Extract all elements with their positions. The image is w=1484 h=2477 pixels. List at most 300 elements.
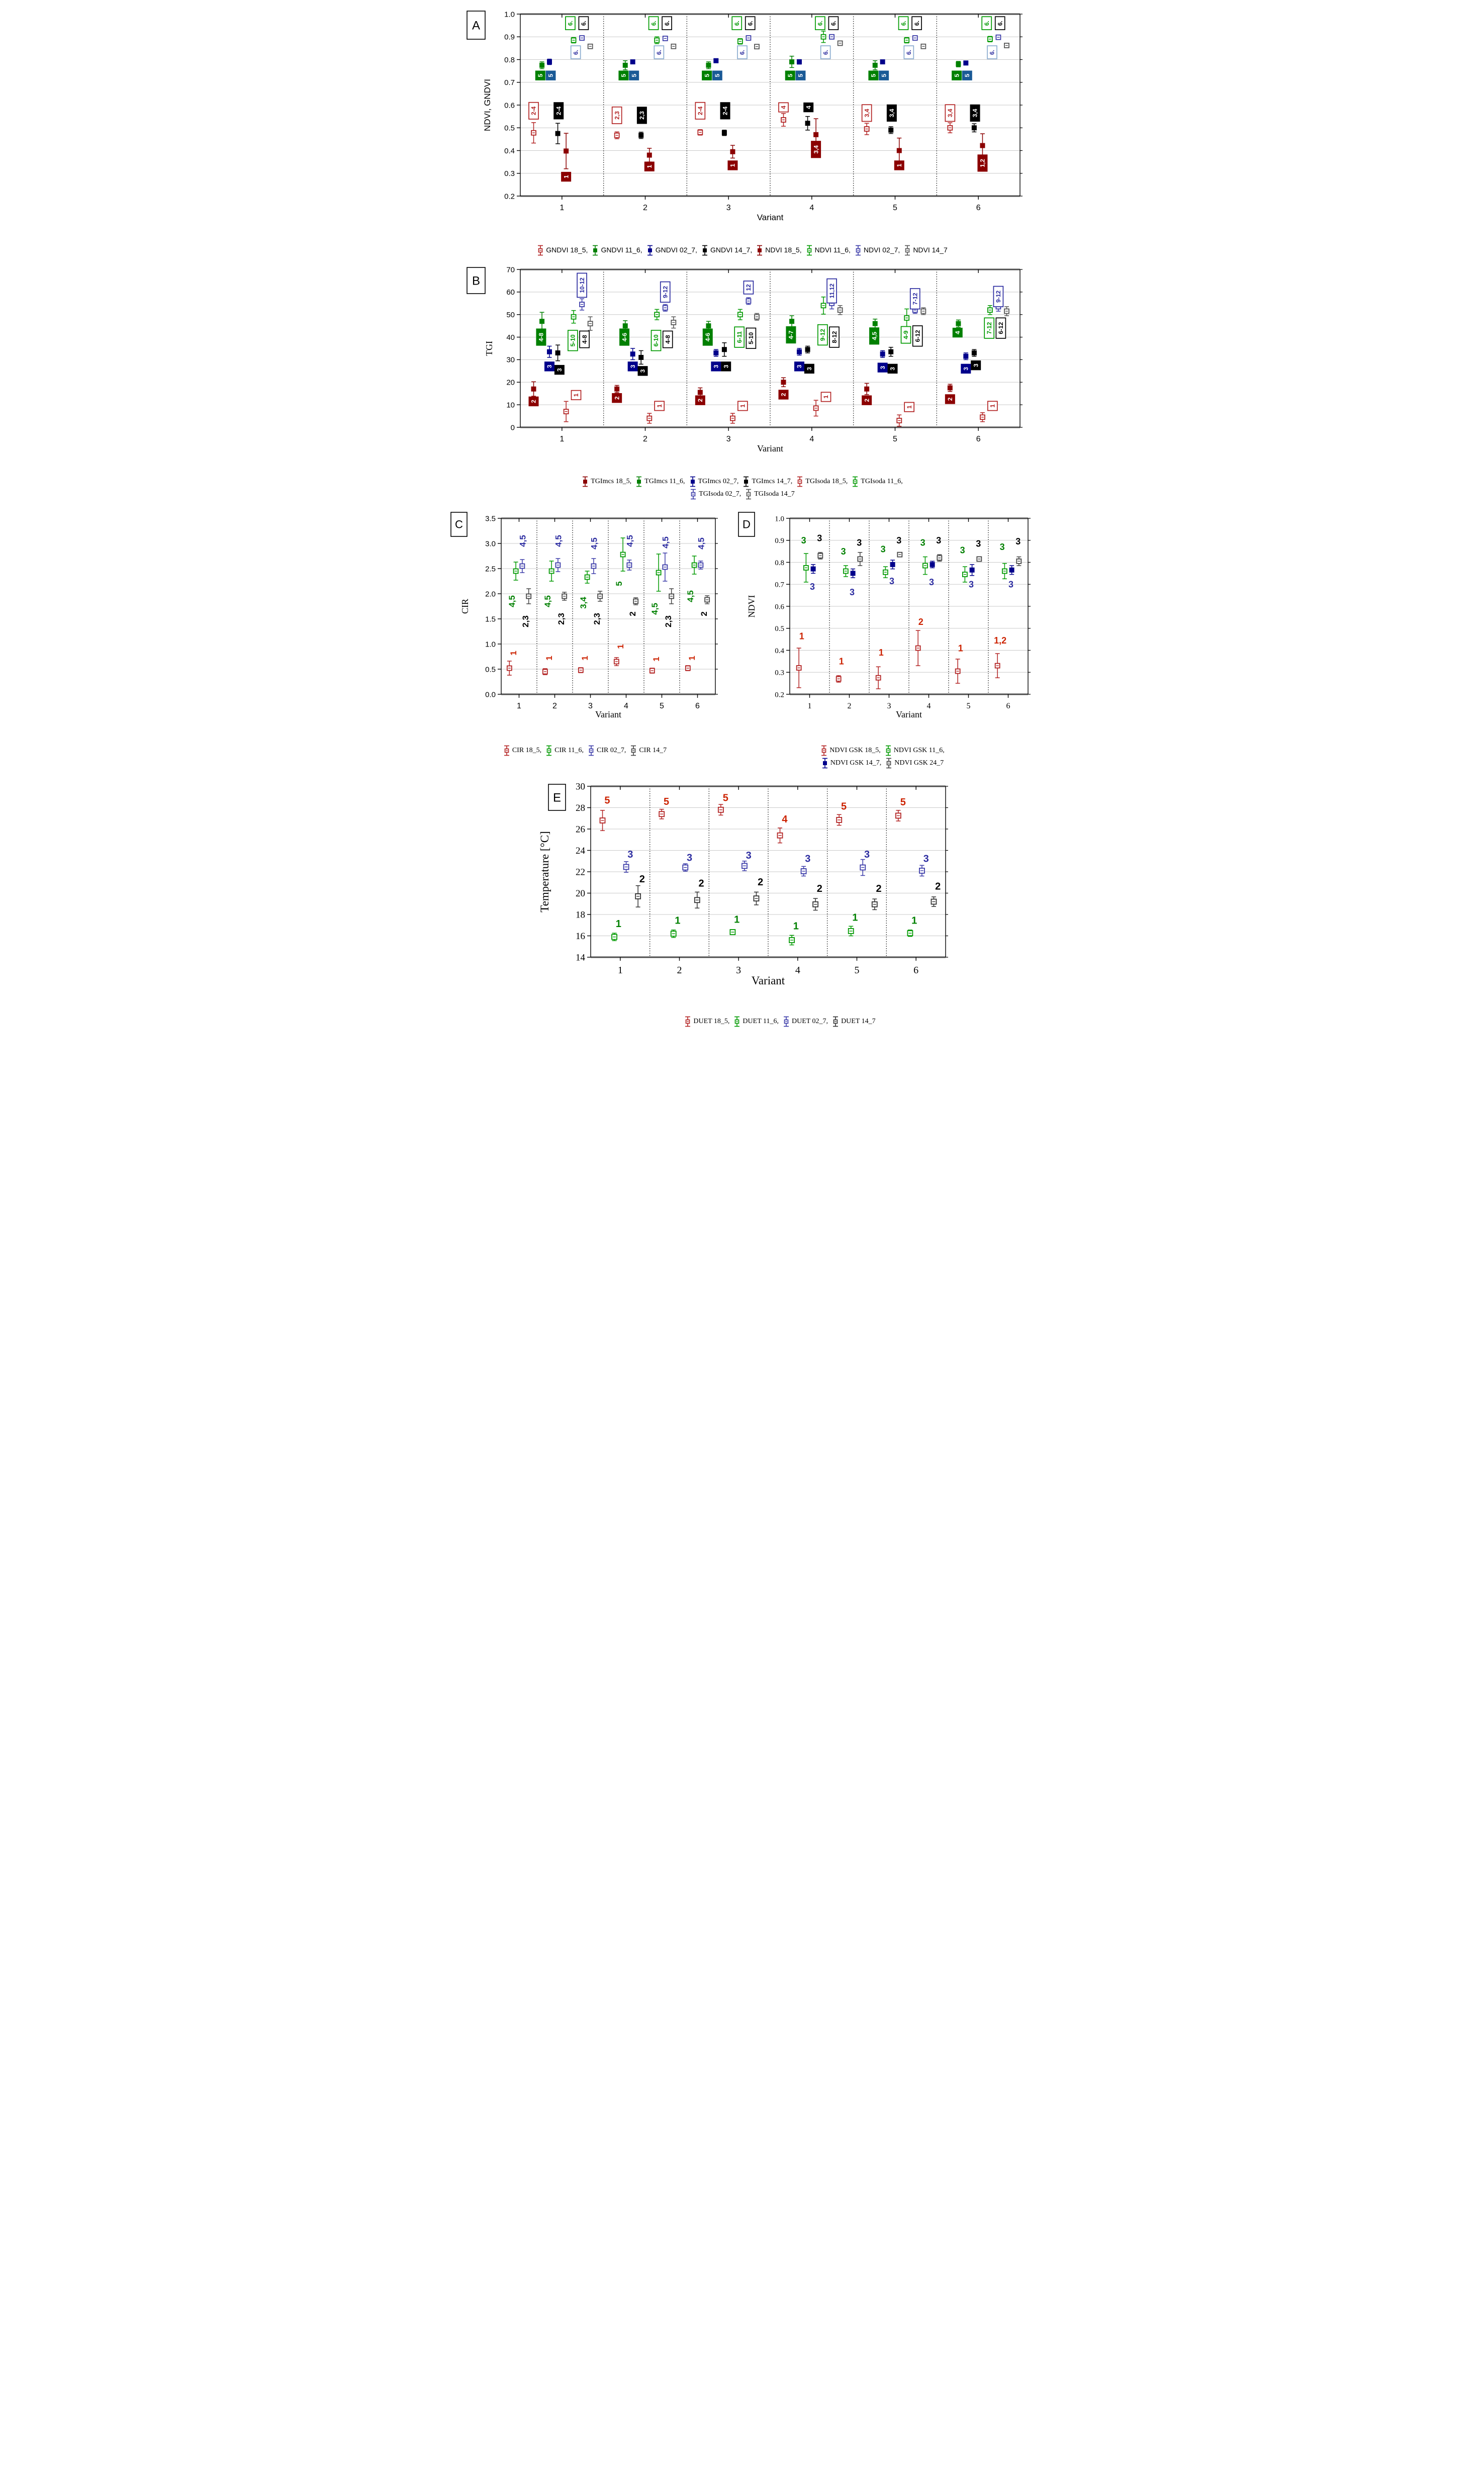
x-tick-label: 6 <box>695 702 700 710</box>
group-label: 2 <box>935 881 941 892</box>
y-tick-label: 0.0 <box>485 690 496 699</box>
data-point <box>781 380 786 385</box>
group-label: 2,3 <box>613 111 621 120</box>
group-label: 4 <box>780 106 787 109</box>
labels-ndvi-11-6 <box>566 17 991 30</box>
legend-marker-icon <box>854 244 862 256</box>
x-tick-label: 1 <box>560 204 565 212</box>
group-label: 2 <box>698 878 704 889</box>
legend-marker-icon <box>646 244 654 256</box>
legend-label: GNDVI 11_6, <box>601 246 642 254</box>
group-label: 2,3 <box>592 613 602 625</box>
legend-label: TGIsoda 02_7, <box>699 490 741 498</box>
y-tick-label: 0.7 <box>775 581 784 589</box>
group-label: 3 <box>972 363 980 367</box>
group-label: 5 <box>722 792 728 804</box>
labels-tgisoda-02-7 <box>577 273 1003 309</box>
group-label: 3 <box>960 545 965 556</box>
legend-label: NDVI 11_6, <box>814 246 851 254</box>
series-gndvi-11-6 <box>540 56 961 70</box>
group-label: 3,4 <box>888 109 896 118</box>
legend-label: GNDVI 02_7, <box>655 246 697 254</box>
legend-label: CIR 14_7 <box>639 747 667 755</box>
x-axis-label: Variant <box>751 974 785 987</box>
group-label: 3 <box>686 852 693 864</box>
legend-marker-icon <box>831 1016 840 1028</box>
group-label: 9-12 <box>995 290 1002 303</box>
legend-item <box>689 476 739 488</box>
group-label: 1 <box>799 631 804 641</box>
group-label: 2 <box>947 397 954 401</box>
group-label: 2,3 <box>556 613 567 625</box>
labels-ndvi-gsk-24-7 <box>817 533 1021 549</box>
data-point <box>698 390 702 395</box>
series-ndvi-gsk-18-5 <box>797 630 1000 689</box>
chart-svg-C <box>444 505 725 744</box>
data-point <box>564 149 569 153</box>
series-cir-14-7 <box>526 589 709 605</box>
legend-label: DUET 11_6, <box>743 1018 779 1026</box>
data-point <box>639 355 643 359</box>
legend-label: TGImcs 11_6, <box>644 478 685 486</box>
x-tick-label: 5 <box>854 965 860 976</box>
y-tick-label: 2.5 <box>485 565 496 574</box>
y-tick-label: 0.5 <box>504 124 515 133</box>
y-tick-label: 70 <box>506 265 515 274</box>
labels-duet-11-6 <box>616 912 917 932</box>
series-tgisoda-11-6 <box>572 297 992 327</box>
group-label: 1 <box>852 912 858 924</box>
data-point <box>890 562 895 567</box>
group-label: 2 <box>863 398 871 402</box>
x-tick-label: 6 <box>976 204 981 212</box>
chart-svg-D <box>725 505 1039 744</box>
group-label: 1 <box>563 175 570 178</box>
legend-item <box>635 476 685 488</box>
group-label: 4,5 <box>507 595 517 607</box>
data-point <box>956 62 961 66</box>
data-point <box>873 321 877 326</box>
y-tick-label: 0.7 <box>504 78 515 87</box>
group-label: 6-12 <box>997 322 1005 334</box>
data-point <box>623 324 627 328</box>
legend-item <box>646 244 697 256</box>
legend-item <box>536 244 588 256</box>
series-ndvi-02-7 <box>580 35 1000 41</box>
group-label: 1 <box>839 656 844 667</box>
group-label: 10-12 <box>578 278 586 293</box>
x-tick-label: 1 <box>517 702 521 710</box>
group-label: 5 <box>841 801 847 812</box>
legend-label: NDVI 02_7, <box>863 246 900 254</box>
panel-E <box>519 778 1040 1028</box>
legend-marker-icon <box>884 745 892 757</box>
legend-marker-icon <box>885 757 893 769</box>
legend-label: DUET 14_7 <box>841 1018 876 1026</box>
group-label: 3,4 <box>579 597 589 609</box>
legend-C <box>444 745 725 757</box>
group-label: 2 <box>628 611 638 616</box>
y-tick-label: 0.4 <box>775 647 784 655</box>
legend-marker-icon <box>536 244 544 256</box>
legend-label: GNDVI 18_5, <box>546 246 588 254</box>
group-label: 5 <box>604 795 610 806</box>
panel-B <box>444 261 1040 500</box>
legend-label: NDVI GSK 14_7, <box>830 759 882 767</box>
data-point <box>706 324 711 328</box>
legend-E <box>519 1016 1040 1028</box>
legend-item <box>742 476 792 488</box>
data-point <box>790 60 794 64</box>
y-tick-label: 10 <box>506 401 515 410</box>
group-label: 1 <box>822 395 830 399</box>
legend-A <box>528 244 956 256</box>
x-tick-label: 6 <box>913 965 919 976</box>
y-tick-label: 1.0 <box>485 640 496 649</box>
series-duet-18-5 <box>600 804 901 843</box>
data-point <box>540 63 544 67</box>
group-label: 3 <box>879 365 886 370</box>
group-label: 5 <box>797 73 804 77</box>
group-label: 1 <box>645 164 653 168</box>
group-label: 6. <box>822 50 829 55</box>
group-label: 2 <box>697 398 704 402</box>
group-label: 3 <box>629 364 636 369</box>
group-label: 1 <box>616 644 626 649</box>
group-label: 4,5 <box>696 537 706 549</box>
data-point <box>889 128 893 132</box>
group-label: 6. <box>580 21 588 26</box>
data-point <box>790 319 794 324</box>
group-label: 4,5 <box>518 535 528 547</box>
group-label: 4,5 <box>650 603 660 615</box>
data-point <box>555 350 560 355</box>
legend-label: TGIsoda 11_6, <box>861 478 903 486</box>
x-tick-label: 6 <box>1006 702 1010 710</box>
legend-item <box>684 1016 729 1028</box>
y-tick-label: 0.5 <box>485 665 496 674</box>
group-label: 4,5 <box>625 535 635 547</box>
data-point <box>980 143 985 148</box>
data-point <box>972 126 976 130</box>
group-label: 1 <box>739 404 747 408</box>
group-label: 6. <box>996 21 1004 26</box>
y-tick-label: 3.0 <box>485 539 496 548</box>
x-tick-label: 3 <box>726 204 731 212</box>
data-point <box>547 349 551 354</box>
group-label: 1 <box>734 914 740 926</box>
legend-marker-icon <box>591 244 599 256</box>
group-label: 1 <box>615 919 621 930</box>
x-tick-label: 5 <box>660 702 664 710</box>
legend-item <box>745 488 795 500</box>
y-tick-label: 0.3 <box>775 669 784 677</box>
y-axis-label: TGI <box>484 341 494 356</box>
y-tick-label: 2.0 <box>485 590 496 599</box>
y-tick-label: 1.0 <box>504 10 515 19</box>
data-point <box>623 63 627 67</box>
group-label: 3 <box>929 577 935 588</box>
y-tick-label: 0.8 <box>504 55 515 64</box>
group-label: 4 <box>782 813 788 825</box>
group-label: 2 <box>699 611 709 616</box>
legend-item <box>854 244 900 256</box>
legend-marker-icon <box>635 476 643 488</box>
series-ndvi-18-5 <box>564 119 985 169</box>
group-label: 4-8 <box>581 335 588 344</box>
legend-marker-icon <box>733 1016 741 1028</box>
y-tick-label: 1.0 <box>775 515 784 523</box>
group-label: 3 <box>841 546 846 557</box>
legend-marker-icon <box>503 745 511 757</box>
y-tick-label: 0.6 <box>775 603 784 611</box>
legend-label: NDVI GSK 11_6, <box>893 747 945 755</box>
group-label: 2 <box>816 883 822 894</box>
group-label: 2 <box>918 616 923 627</box>
legend-marker-icon <box>684 1016 692 1028</box>
labels-ndvi-02-7 <box>571 46 997 59</box>
legend-item <box>796 476 848 488</box>
legend-marker-icon <box>745 488 753 500</box>
group-label: 1 <box>687 656 697 661</box>
legend-marker-icon <box>903 244 911 256</box>
group-label: 7-12 <box>985 322 993 334</box>
group-label: 1 <box>729 163 736 167</box>
group-label: 3 <box>796 364 803 369</box>
data-point <box>1009 568 1014 572</box>
y-tick-label: 28 <box>576 803 585 814</box>
group-label: 2-4 <box>530 106 537 115</box>
group-label: 11,12 <box>828 283 836 299</box>
x-tick-label: 4 <box>926 702 931 710</box>
y-tick-label: 60 <box>506 288 515 297</box>
group-label: 2 <box>780 393 787 397</box>
group-label: 2-4 <box>721 106 729 115</box>
legend-label: CIR 02_7, <box>596 747 626 755</box>
group-label: 4-7 <box>787 330 795 339</box>
group-label: 5 <box>614 581 624 586</box>
group-label: 3 <box>817 533 822 543</box>
group-label: 5 <box>536 73 544 77</box>
group-label: 6. <box>913 21 920 26</box>
legend-item <box>820 745 881 757</box>
data-point <box>889 349 893 354</box>
data-point <box>964 61 968 65</box>
group-label: 4 <box>954 331 961 334</box>
group-label: 2,3 <box>664 615 674 627</box>
panel-label: B <box>472 274 481 288</box>
series-cir-02-7 <box>520 553 703 581</box>
legend-label: DUET 18_5, <box>693 1018 730 1026</box>
group-label: 1 <box>675 915 681 927</box>
legend-item <box>701 244 752 256</box>
group-label: 6. <box>900 21 907 26</box>
data-point <box>540 319 544 324</box>
legend-item <box>851 476 902 488</box>
group-label: 2 <box>758 877 764 888</box>
group-label: 1 <box>989 404 996 408</box>
legend-marker-icon <box>629 745 637 757</box>
chart-svg-E <box>519 778 964 1015</box>
group-label: 3 <box>880 544 886 555</box>
group-label: 3 <box>805 853 811 865</box>
group-label: 3 <box>627 849 633 860</box>
legend-item <box>903 244 947 256</box>
labels-gndvi-11-6 <box>535 71 961 80</box>
legend-marker-icon <box>545 745 553 757</box>
legend-item <box>581 476 631 488</box>
group-label: 9-12 <box>819 329 826 341</box>
y-tick-label: 26 <box>576 824 585 835</box>
group-label: 5 <box>870 73 877 77</box>
y-tick-label: 0.3 <box>504 169 515 178</box>
y-tick-label: 20 <box>506 378 515 387</box>
chart-D <box>725 505 1039 744</box>
labels-cir-14-7 <box>521 611 709 627</box>
legend-item <box>756 244 801 256</box>
legend-marker-icon <box>742 476 750 488</box>
data-point <box>531 387 536 391</box>
series-tgimcs-18-5 <box>531 378 952 397</box>
data-point <box>964 354 968 358</box>
data-point <box>722 347 726 352</box>
group-label: 4,5 <box>589 537 599 549</box>
legend-item <box>733 1016 779 1028</box>
group-label: 3 <box>806 367 813 371</box>
group-label: 3 <box>546 364 553 369</box>
group-label: 1 <box>573 393 580 397</box>
group-label: 6-11 <box>735 331 743 343</box>
group-label: 4,5 <box>871 331 878 340</box>
group-label: 1,2 <box>979 159 986 167</box>
group-label: 3 <box>889 576 895 586</box>
x-tick-label: 1 <box>560 435 565 443</box>
data-point <box>630 60 635 64</box>
legend-item <box>629 745 667 757</box>
labels-ndvi-14-7 <box>579 17 1004 30</box>
data-point <box>706 63 711 67</box>
group-label: 3 <box>810 581 815 592</box>
group-label: 4,5 <box>686 590 696 602</box>
group-label: 3 <box>746 850 752 862</box>
group-label: 3 <box>976 538 981 549</box>
legend-marker-icon <box>820 745 828 757</box>
legend-item <box>782 1016 828 1028</box>
data-point <box>797 349 801 354</box>
legend-marker-icon <box>805 244 813 256</box>
group-label: 6. <box>988 50 996 55</box>
group-label: 3 <box>857 537 862 548</box>
x-tick-label: 6 <box>976 435 981 443</box>
y-tick-label: 0.8 <box>775 559 784 567</box>
group-label: 6. <box>656 50 663 55</box>
x-tick-label: 2 <box>643 204 647 212</box>
group-label: 1 <box>911 915 917 927</box>
x-tick-label: 3 <box>726 435 731 443</box>
y-tick-label: 18 <box>576 909 585 921</box>
series-tgisoda-18-5 <box>564 400 985 426</box>
group-label: 6. <box>983 21 990 26</box>
y-tick-label: 0.9 <box>775 537 784 545</box>
figure <box>443 0 1041 1043</box>
series-duet-14-7 <box>635 886 936 910</box>
data-point <box>730 149 735 154</box>
group-label: 6. <box>663 21 671 26</box>
legend-marker-icon <box>587 745 595 757</box>
series-ndvi-gsk-11-6 <box>804 554 1007 582</box>
y-axis-label: Temperature [°C] <box>538 831 551 912</box>
panel-label: C <box>455 518 463 531</box>
group-label: 4-9 <box>902 330 910 339</box>
y-axis-label: CIR <box>460 598 470 614</box>
chart-svg-A <box>444 3 1039 243</box>
labels-cir-02-7 <box>518 535 706 549</box>
legend-item <box>591 244 642 256</box>
group-label: 5-10 <box>569 334 577 347</box>
group-label: 6. <box>733 21 740 26</box>
y-axis-label: NDVI, GNDVI <box>483 79 492 131</box>
group-label: 1 <box>895 163 903 167</box>
group-label: 6. <box>650 21 658 26</box>
group-label: 3,4 <box>947 109 954 118</box>
group-label: 3,4 <box>971 109 979 118</box>
panel-C <box>444 505 725 761</box>
group-label: 2 <box>530 400 537 403</box>
series-tgisoda-02-7 <box>580 298 1000 313</box>
y-tick-label: 30 <box>576 781 585 792</box>
legend-marker-icon <box>851 476 859 488</box>
group-label: 5 <box>714 73 721 77</box>
legend-label: NDVI GSK 24_7 <box>894 759 944 767</box>
series-tgisoda-14-7 <box>588 306 1009 330</box>
legend-item <box>821 757 882 769</box>
y-tick-label: 0.4 <box>504 146 515 155</box>
labels-tgimcs-14-7 <box>554 360 980 376</box>
data-point <box>647 153 652 157</box>
series-duet-11-6 <box>612 926 912 945</box>
y-tick-label: 0.9 <box>504 33 515 42</box>
group-label: 6. <box>816 21 824 26</box>
x-tick-label: 2 <box>643 435 647 443</box>
group-label: 5 <box>630 73 638 77</box>
x-tick-label: 1 <box>617 965 623 976</box>
data-point <box>897 148 901 153</box>
x-axis-label: Variant <box>595 709 621 719</box>
group-label: 1 <box>652 657 662 662</box>
legend-item <box>884 745 945 757</box>
group-label: 3,4 <box>812 145 820 154</box>
labels-ndvi-gsk-18-5 <box>799 617 1007 667</box>
x-axis-label: Variant <box>757 443 783 453</box>
data-point <box>970 568 974 572</box>
group-label: 6. <box>567 21 574 26</box>
x-tick-label: 3 <box>588 702 593 710</box>
series-ndvi-11-6 <box>572 31 992 44</box>
legend-marker-icon <box>689 476 697 488</box>
group-label: 1 <box>878 648 884 658</box>
group-label: 3 <box>639 369 646 373</box>
group-label: 3 <box>889 367 896 371</box>
legend-marker-icon <box>581 476 589 488</box>
x-tick-label: 5 <box>966 702 971 710</box>
group-label: 4 <box>805 106 812 109</box>
legend-label: TGIsoda 18_5, <box>805 478 848 486</box>
data-point <box>722 131 726 135</box>
labels-tgimcs-02-7 <box>544 362 970 374</box>
group-label: 1 <box>656 404 663 408</box>
group-label: 3 <box>999 542 1005 553</box>
group-label: 4,5 <box>543 595 553 607</box>
